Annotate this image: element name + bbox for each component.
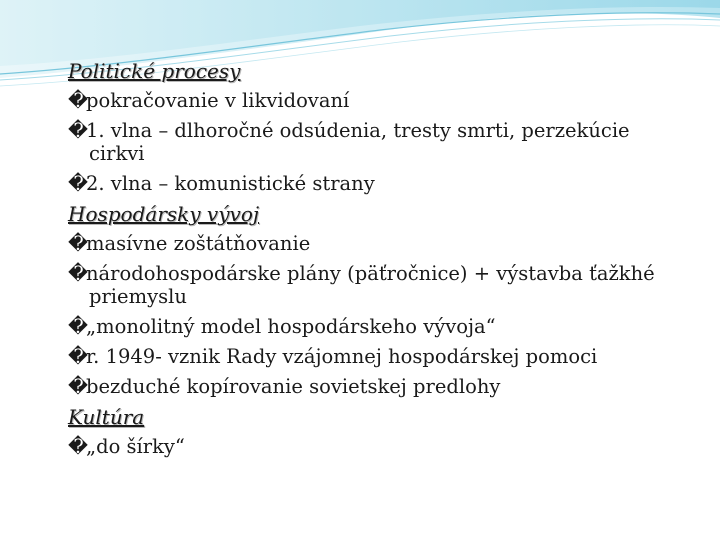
section-political-processes [68, 56, 708, 199]
bullet-icon: � [68, 262, 88, 285]
section-heading: Hospodársky vývoj [68, 202, 260, 226]
section-economic-development [68, 199, 708, 402]
list-item: �národohospodárske plány (päťročnice) + výstavba ťažkhé priemyslu [68, 262, 655, 308]
list-item: �masívne zoštátňovanie [68, 232, 311, 255]
bullet-icon: � [68, 232, 88, 255]
section-heading: Kultúra [68, 405, 145, 429]
list-item: �1. vlna – dlhoročné odsúdenia, tresty smrti, perzekúcie cirkvi [68, 119, 630, 165]
bullet-icon: � [68, 89, 88, 112]
bullet-icon: � [68, 435, 88, 458]
list-item: �„monolitný model hospodárskeho vývoja“ [68, 315, 496, 338]
list-item: �r. 1949- vznik Rady vzájomnej hospodárskej pomoci [68, 345, 598, 368]
bullet-icon: � [68, 315, 88, 338]
section-culture [68, 402, 708, 462]
list-item: �bezduché kopírovanie sovietskej predlohy [68, 375, 501, 398]
list-item: �2. vlna – komunistické strany [68, 172, 375, 195]
bullet-icon: � [68, 375, 88, 398]
bullet-icon: � [68, 119, 88, 142]
list-item: �„do šírky“ [68, 435, 185, 458]
slide-content [68, 56, 708, 462]
bullet-icon: � [68, 345, 88, 368]
section-heading: Politické procesy [68, 59, 241, 83]
list-item: �pokračovanie v likvidovaní [68, 89, 350, 112]
bullet-icon: � [68, 172, 88, 195]
